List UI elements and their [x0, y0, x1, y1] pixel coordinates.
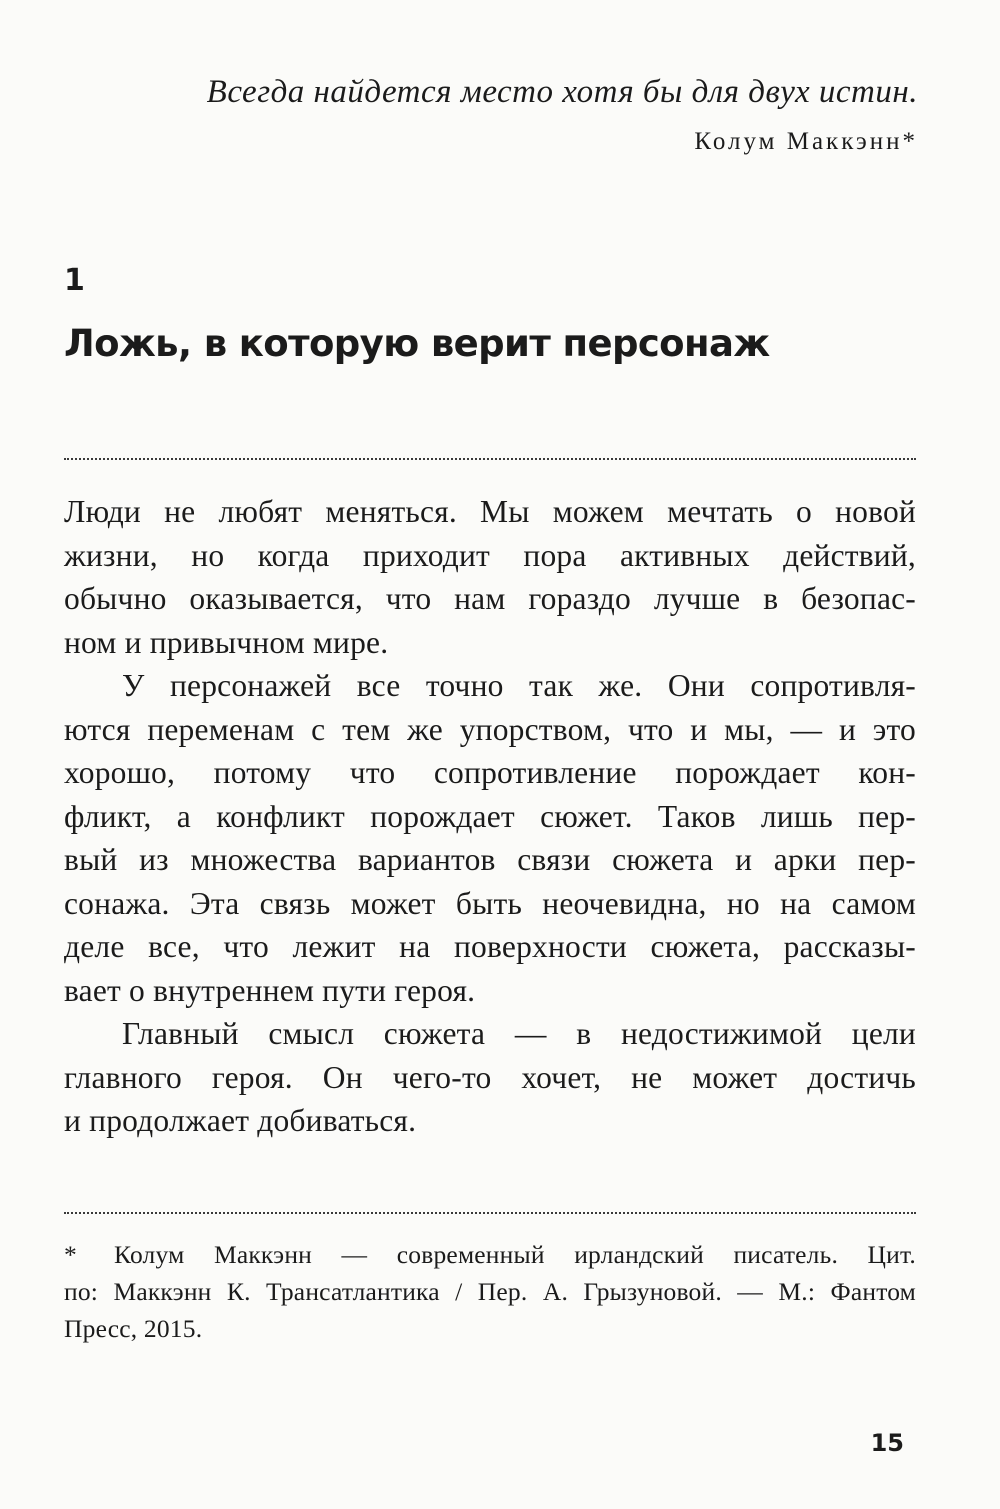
- dotted-divider-top: [64, 458, 916, 460]
- page-number: 15: [870, 1429, 904, 1457]
- text-line: фликт, а конфликт порождает сюжет. Таков лишь пер-: [64, 798, 916, 834]
- text-line: ются переменам с тем же упорством, что и мы, — и это: [64, 711, 916, 747]
- paragraph-2: [64, 664, 916, 1012]
- epigraph-quote: Всегда найдется место хотя бы для двух истин.: [206, 74, 918, 110]
- epigraph-author: Колум Маккэнн*: [694, 128, 918, 155]
- footnote-mark: *: [64, 1240, 77, 1269]
- text-line: и продолжает добиваться.: [64, 1103, 417, 1138]
- text-line: Люди не любят меняться. Мы можем мечтать о новой: [64, 494, 916, 529]
- text-line: сонажа. Эта связь может быть неочевидна, но на самом: [64, 885, 916, 921]
- paragraph-3: [64, 1012, 916, 1143]
- text-line: обычно оказывается, что нам гораздо лучше в безопас-: [64, 581, 916, 616]
- paragraph-1: [64, 490, 916, 664]
- text-line: вает о внутреннем пути героя.: [64, 972, 476, 1008]
- footnote-line: [64, 1236, 916, 1273]
- chapter-title: Ложь, в которую верит персонаж: [64, 322, 770, 365]
- text-line: У персонажей все точно так же. Они сопротивля-: [122, 668, 916, 703]
- epigraph: [207, 72, 918, 158]
- text-line: деле все, что лежит на поверхности сюжета, рассказы-: [64, 929, 916, 964]
- chapter-number: 1: [64, 263, 85, 298]
- text-line: хорошо, потому что сопротивление порождает кон-: [64, 755, 916, 790]
- footnote-line: Пресс, 2015.: [64, 1314, 203, 1343]
- footnote-line: по: Маккэнн К. Трансатлантика / Пер. А. Грызуновой. — М.: Фантом: [64, 1277, 916, 1306]
- text-line: Главный смысл сюжета — в недостижимой цели: [122, 1016, 916, 1051]
- text-line: главного героя. Он чего-то хочет, не может достичь: [64, 1059, 916, 1095]
- footnote: [64, 1236, 916, 1347]
- dotted-divider-bottom: [64, 1212, 916, 1214]
- text-line: ном и привычном мире.: [64, 624, 389, 660]
- footnote-text: Колум Маккэнн — современный ирландский писатель. Цит.: [114, 1240, 916, 1269]
- body-text: [64, 490, 916, 1143]
- text-line: жизни, но когда приходит пора активных действий,: [64, 537, 916, 573]
- text-line: вый из множества вариантов связи сюжета и арки пер-: [64, 842, 916, 877]
